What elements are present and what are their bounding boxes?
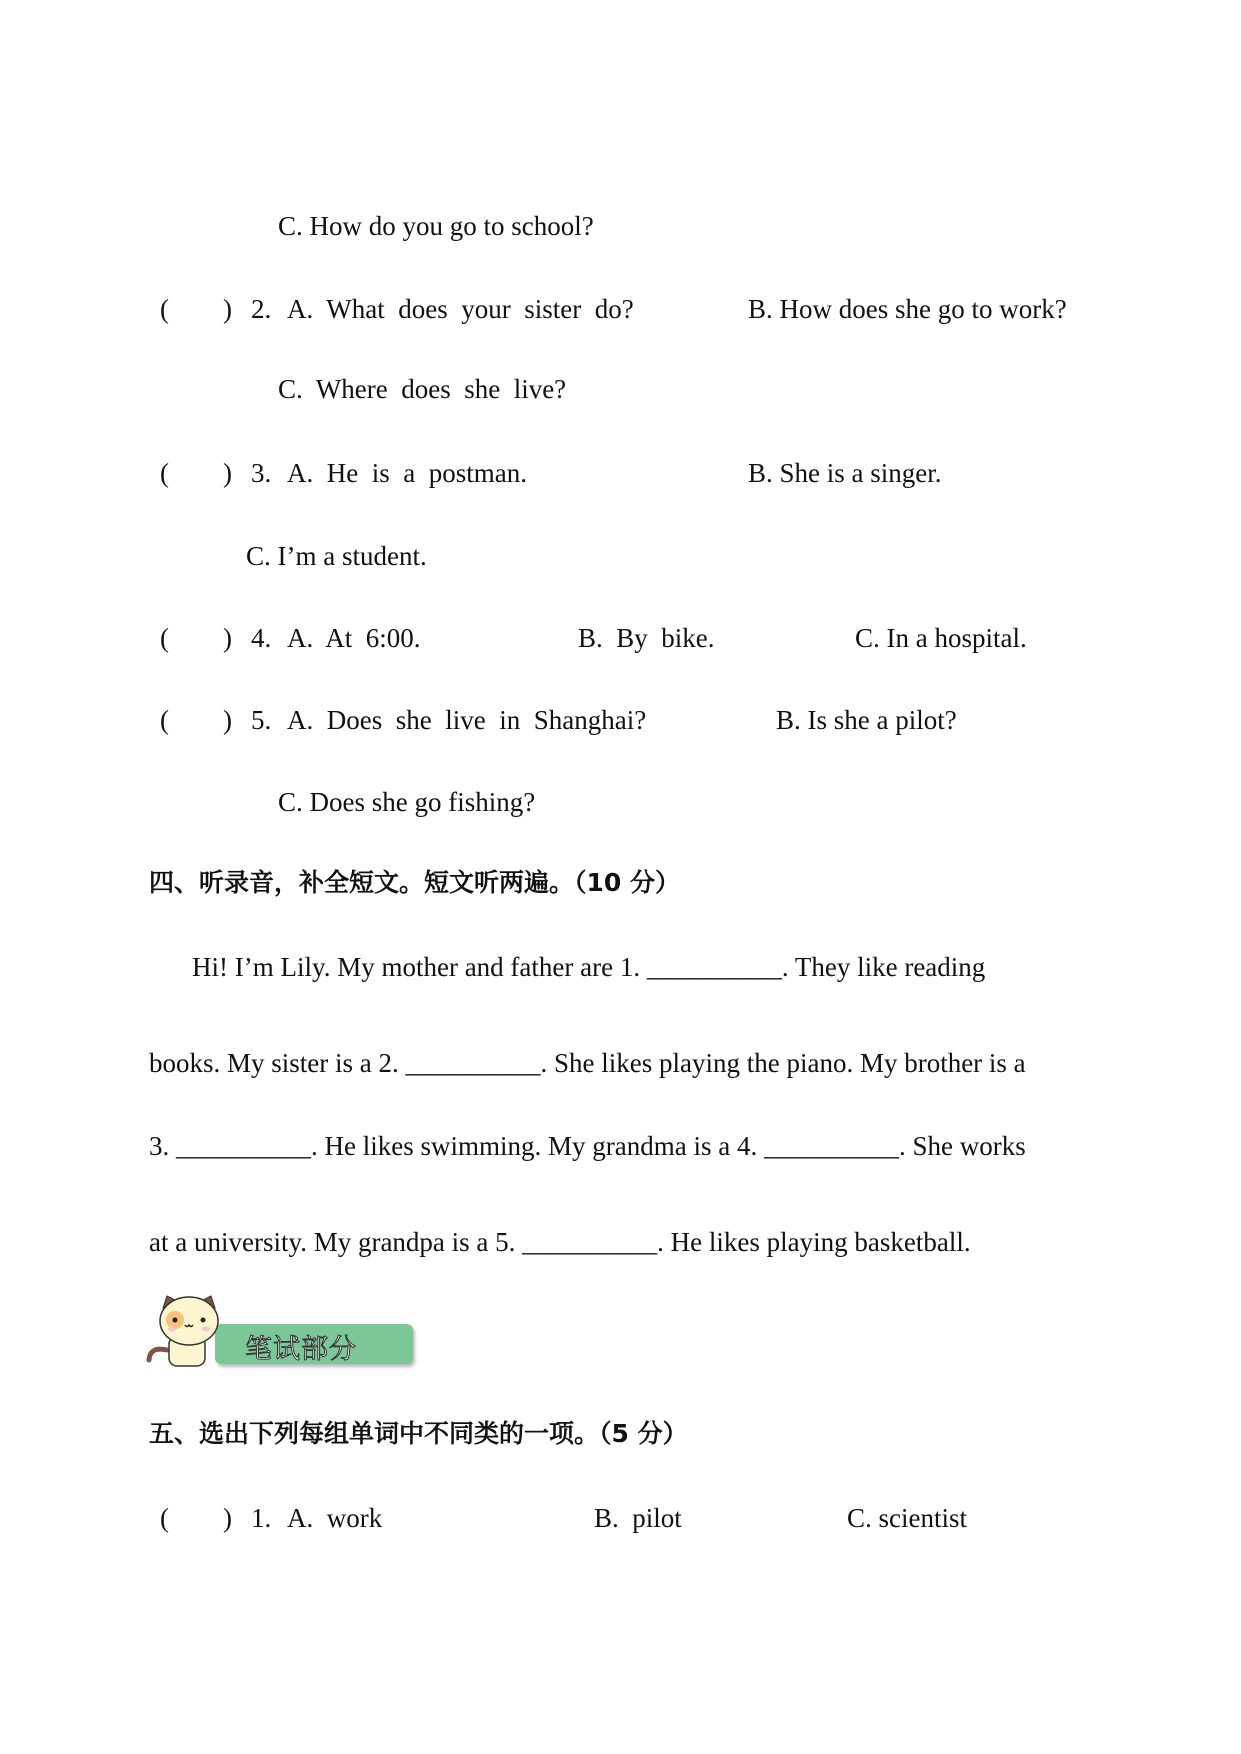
q2-option-a: A. What does your sister do? (287, 294, 634, 324)
answer-paren[interactable]: ( ) (160, 458, 232, 488)
section-4-heading: 四、听录音，补全短文。短文听两遍。（10 分） (149, 868, 680, 897)
answer-paren[interactable]: ( ) (160, 623, 232, 653)
q5-option-b: B. Is she a pilot? (776, 705, 957, 735)
answer-paren[interactable]: ( ) (160, 294, 232, 324)
passage-line: books. My sister is a 2. __________. She likes playing the piano. My brother is a (149, 1048, 1026, 1078)
q3-number: 3. (251, 458, 272, 488)
q4-option-c: C. In a hospital. (855, 623, 1027, 653)
cat-mascot-icon (145, 1294, 235, 1369)
s5-q1-option-a: A. work (287, 1503, 383, 1533)
written-part-banner (145, 1294, 420, 1369)
s5-q1-option-c: C. scientist (847, 1503, 967, 1533)
answer-paren[interactable]: ( ) (160, 705, 232, 735)
passage-line: at a university. My grandpa is a 5. __________. He likes playing basketball. (149, 1227, 971, 1257)
q2-option-b: B. How does she go to work? (748, 294, 1067, 324)
banner-label: 笔试部分 (245, 1334, 357, 1365)
section-5-heading: 五、选出下列每组单词中不同类的一项。（5 分） (149, 1419, 688, 1448)
q2-number: 2. (251, 294, 272, 324)
q1-option-c: C. How do you go to school? (278, 211, 594, 241)
q3-option-a: A. He is a postman. (287, 458, 527, 488)
q4-option-a: A. At 6:00. (287, 623, 421, 653)
passage-line: 3. __________. He likes swimming. My grandma is a 4. __________. She works (149, 1131, 1026, 1161)
answer-paren[interactable]: ( ) (160, 1503, 232, 1533)
q3-option-c: C. I’m a student. (246, 541, 427, 571)
q5-option-a: A. Does she live in Shanghai? (287, 705, 647, 735)
q2-option-c: C. Where does she live? (278, 374, 567, 404)
q4-option-b: B. By bike. (578, 623, 715, 653)
q5-option-c: C. Does she go fishing? (278, 787, 536, 817)
s5-q1-number: 1. (251, 1503, 272, 1533)
q3-option-b: B. She is a singer. (748, 458, 942, 488)
q5-number: 5. (251, 705, 272, 735)
passage-line: Hi! I’m Lily. My mother and father are 1. __________. They like reading (192, 952, 986, 982)
s5-q1-option-b: B. pilot (594, 1503, 682, 1533)
q4-number: 4. (251, 623, 272, 653)
